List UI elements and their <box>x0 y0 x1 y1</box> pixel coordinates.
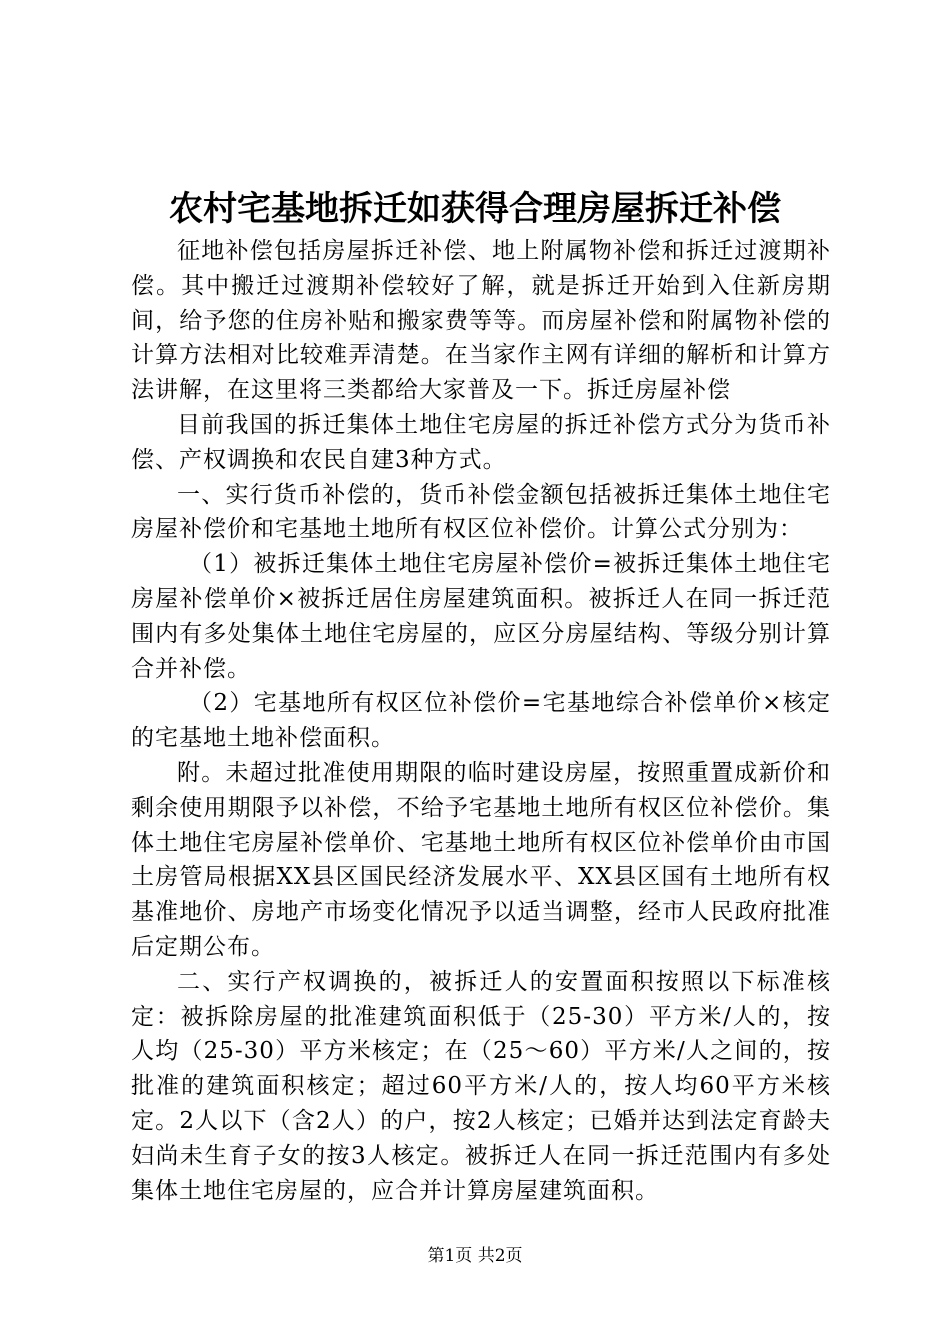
document-body <box>131 234 831 1208</box>
paragraph-intro: 征地补偿包括房屋拆迁补偿、地上附属物补偿和拆迁过渡期补偿。其中搬迁过渡期补偿较好了解，就是拆迁开始到入住新房期间，给予您的住房补贴和搬家费等等。而房屋补偿和附属物补偿的计算方法相对比较难弄清楚。在当家作主网有详细的解析和计算方法讲解，在这里将三类都给大家普及一下。拆迁房屋补偿 <box>131 238 831 404</box>
paragraph-note: 附。未超过批准使用期限的临时建设房屋，按照重置成新价和剩余使用期限予以补偿，不给予宅基地土地所有权区位补偿价。集体土地住宅房屋补偿单价、宅基地土地所有权区位补偿单价由市国土房管局根据XX县区国民经济发展水平、XX县区国有土地所有权基准地价、房地产市场变化情况予以适当调整，经市人民政府批准后定期公布。 <box>131 759 831 960</box>
document-title: 农村宅基地拆迁如获得合理房屋拆迁补偿 <box>169 189 781 229</box>
paragraph-exchange: 二、实行产权调换的，被拆迁人的安置面积按照以下标准核定：被拆除房屋的批准建筑面积低于（25-30）平方米/人的，按人均（25-30）平方米核定；在（25～60）平方米/人之间的，按批准的建筑面积核定；超过60平方米/人的，按人均60平方米核定。2人以下（含2人）的户，按2人核定；已婚并达到法定育龄夫妇尚未生育子女的按3人核定。被拆迁人在同一拆迁范围内有多处集体土地住宅房屋的，应合并计算房屋建筑面积。 <box>131 968 831 1204</box>
paragraph-formula-2: （2）宅基地所有权区位补偿价=宅基地综合补偿单价×核定的宅基地土地补偿面积。 <box>131 690 831 752</box>
paragraph-methods: 目前我国的拆迁集体土地住宅房屋的拆迁补偿方式分为货币补偿、产权调换和农民自建3种方式。 <box>131 411 831 473</box>
paragraph-monetary: 一、实行货币补偿的，货币补偿金额包括被拆迁集体土地住宅房屋补偿价和宅基地土地所有权区位补偿价。计算公式分别为： <box>131 481 831 543</box>
paragraph-formula-1: （1）被拆迁集体土地住宅房屋补偿价=被拆迁集体土地住宅房屋补偿单价×被拆迁居住房屋建筑面积。被拆迁人在同一拆迁范围内有多处集体土地住宅房屋的，应区分房屋结构、等级分别计算合并补偿。 <box>131 551 831 682</box>
page-number: 第1页 共2页 <box>427 1246 523 1266</box>
